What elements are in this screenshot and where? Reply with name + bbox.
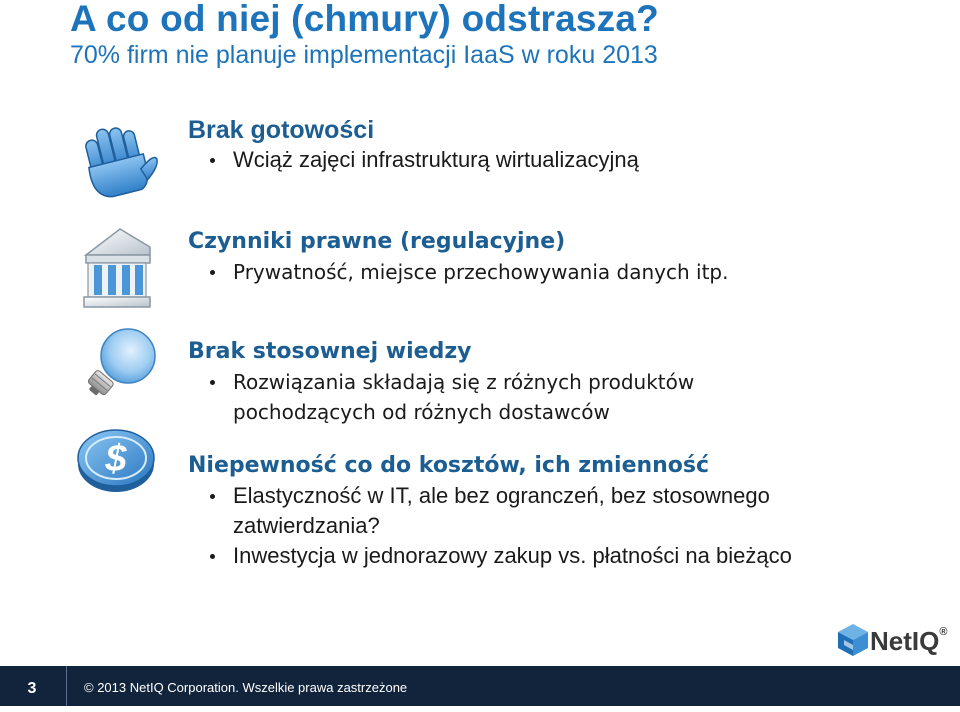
bullet-list — [188, 481, 792, 571]
section-legal — [188, 227, 728, 287]
netiq-cube-icon — [836, 622, 870, 658]
page-number: 3 — [27, 680, 37, 697]
netiq-logo — [836, 622, 948, 658]
bullet-item: Inwestycja w jednorazowy zakup vs. płatności na bieżąco — [188, 541, 792, 571]
bullet-list — [188, 145, 639, 175]
dollar-coin-icon — [74, 420, 158, 496]
bullet-list — [188, 367, 694, 427]
logo-wordmark: NetIQ® — [870, 626, 948, 656]
footer-bar — [0, 666, 960, 706]
bank-building-icon — [80, 225, 154, 311]
bullet-item: Wciąż zajęci infrastrukturą wirtualizacyjną — [188, 145, 639, 175]
bullet-item: Prywatność, miejsce przechowywania danych itp. — [188, 257, 728, 287]
hand-icon — [76, 120, 162, 200]
bullet-item: Rozwiązania składają się z różnych produktów — [188, 367, 694, 397]
bullet-list — [188, 257, 728, 287]
svg-text:$: $ — [105, 438, 127, 480]
footer-divider — [66, 666, 67, 706]
section-knowledge — [188, 337, 694, 427]
bullet-item-continuation: pochodzących od różnych dostawców — [233, 400, 610, 424]
section-heading: Brak gotowości — [188, 116, 375, 144]
section-heading: Brak stosownej wiedzy — [188, 339, 472, 364]
slide-subtitle: 70% firm nie planuje implementacji IaaS w roku 2013 — [70, 41, 658, 69]
slide-title: A co od niej (chmury) odstrasza? — [70, 0, 659, 39]
section-readiness — [188, 115, 639, 175]
bullet-item: Elastyczność w IT, ale bez ogranczeń, bez stosownego — [188, 481, 792, 511]
section-heading: Niepewność co do kosztów, ich zmienność — [188, 453, 710, 478]
copyright-text: © 2013 NetIQ Corporation. Wszelkie prawa zastrzeżone — [84, 680, 408, 695]
bullet-item-continuation: zatwierdzania? — [233, 513, 380, 538]
section-costs — [188, 451, 792, 571]
lightbulb-icon — [78, 326, 160, 402]
section-heading: Czynniki prawne (regulacyjne) — [188, 229, 566, 254]
